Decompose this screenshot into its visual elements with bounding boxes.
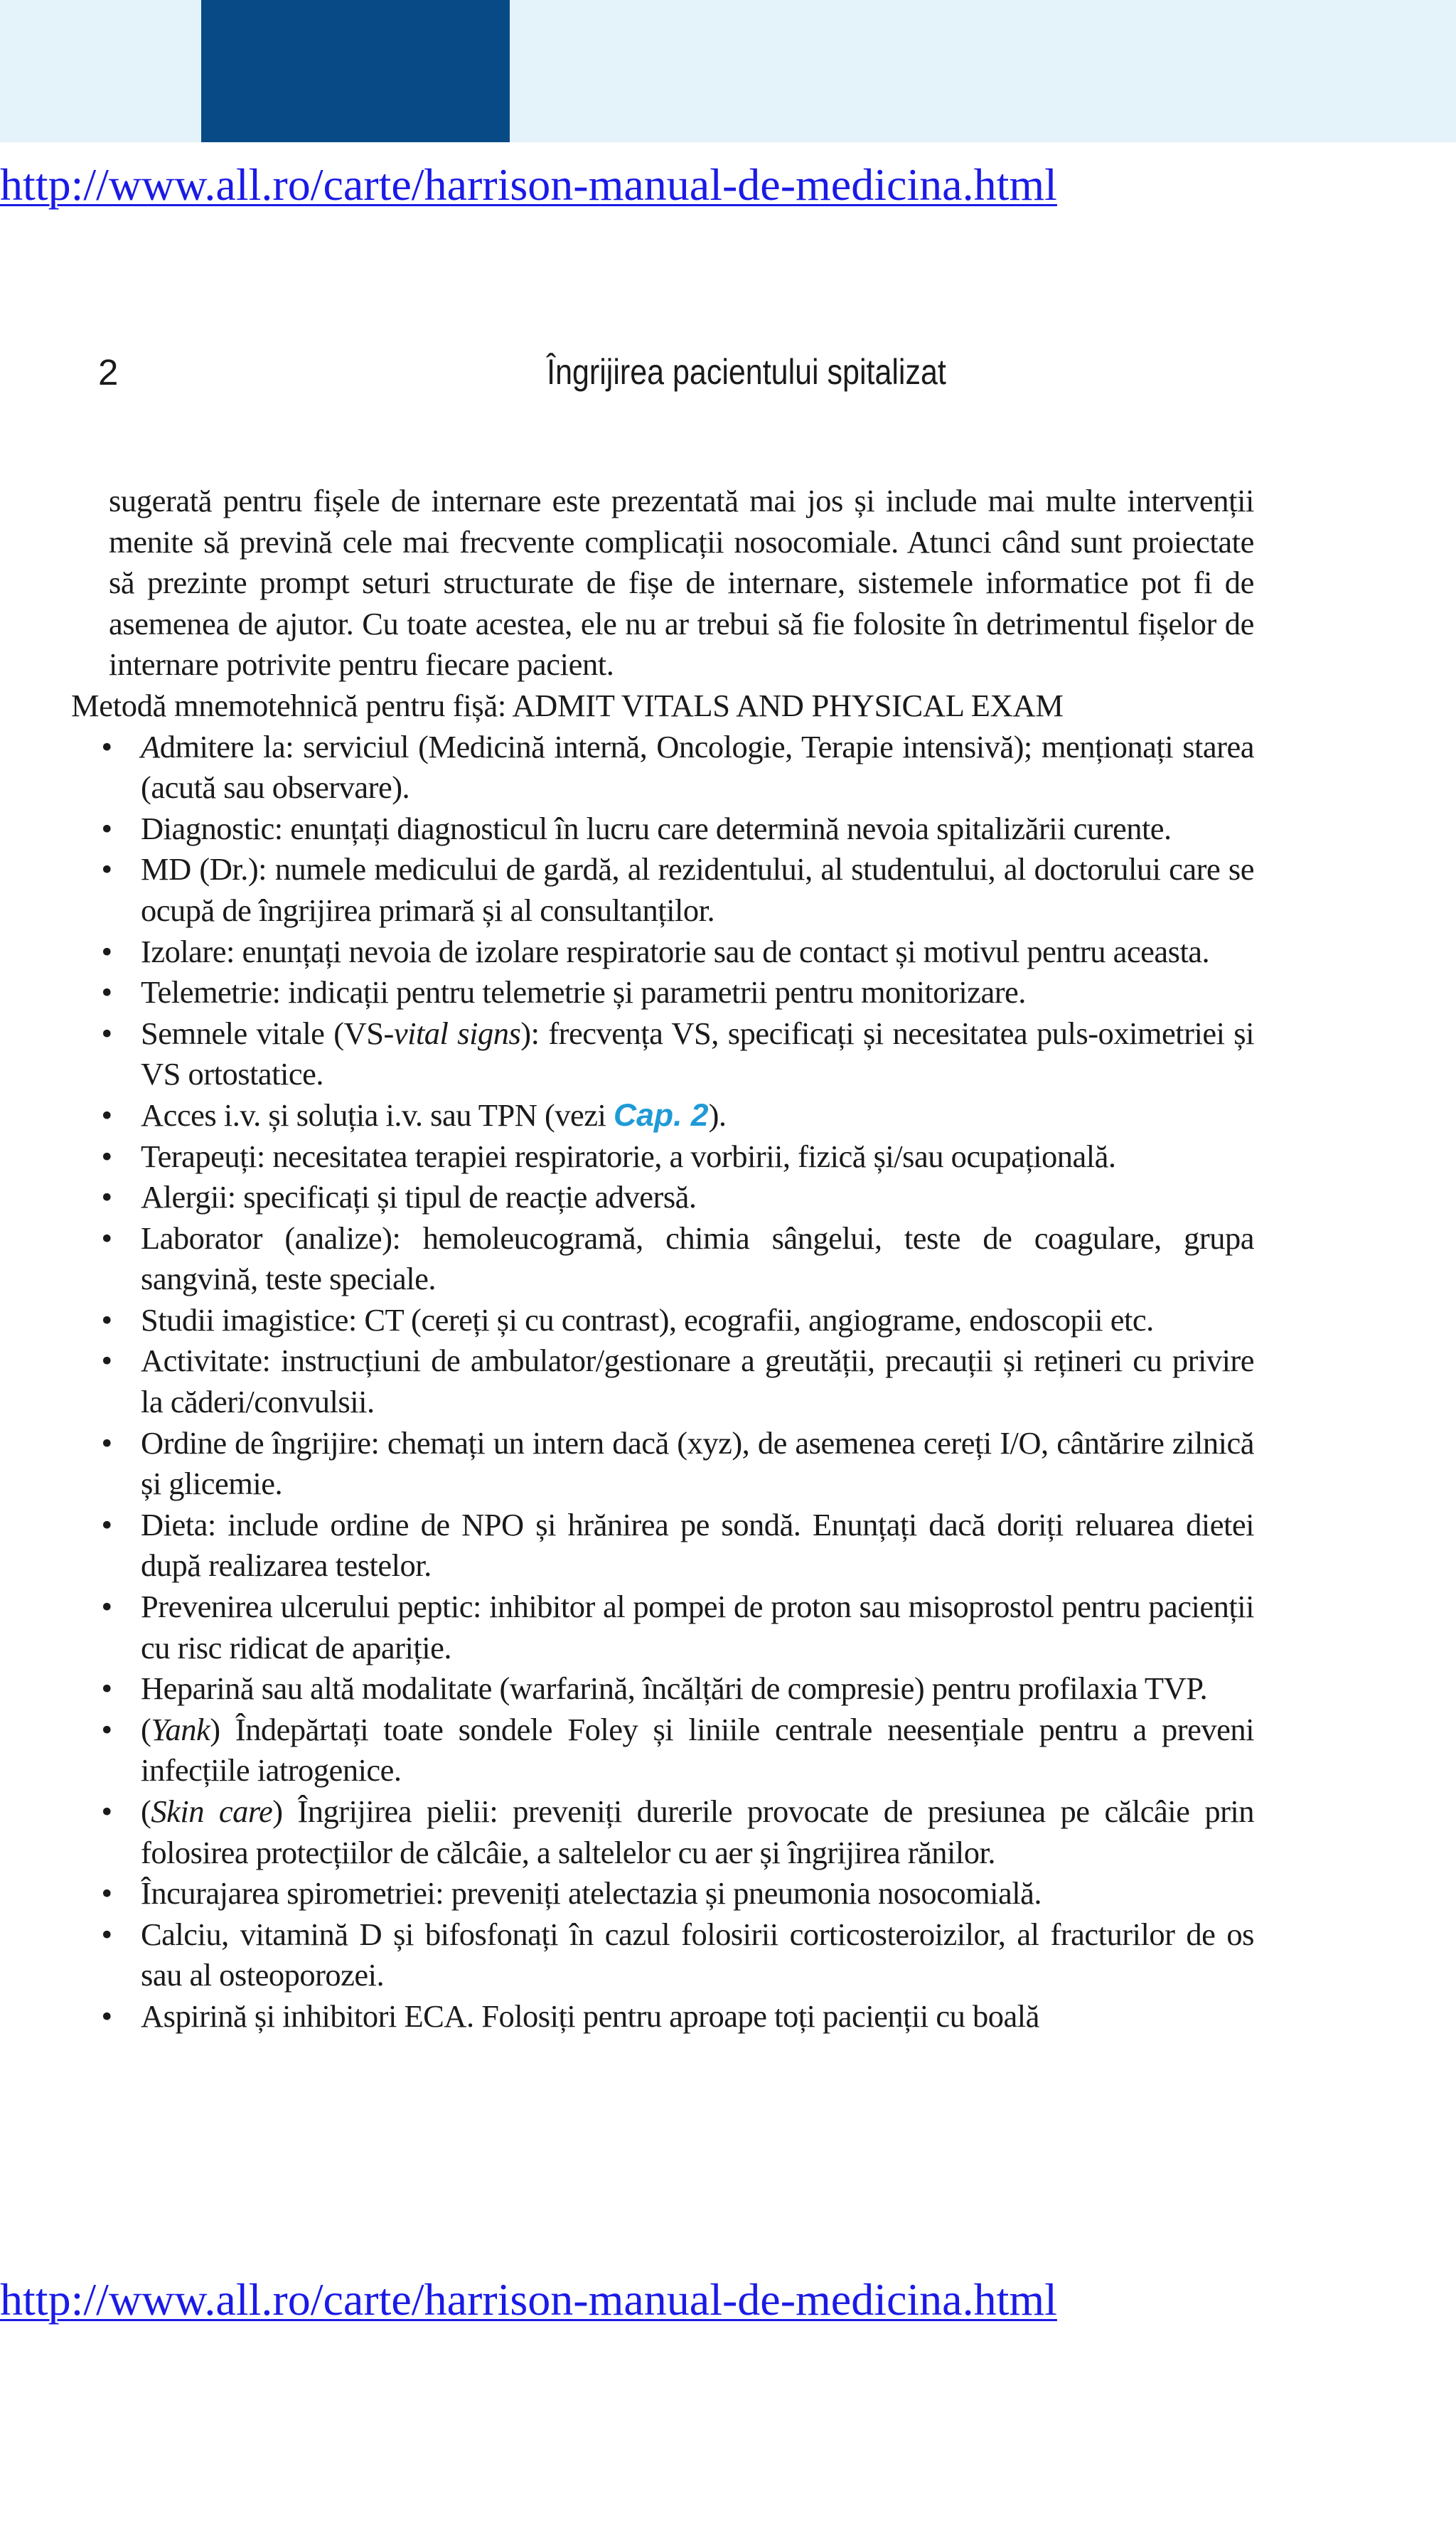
bullet-icon: • (101, 1998, 112, 2034)
item-text: MD (Dr.): numele medicului de gardă, al rezidentului, al studentului, al doctorului care se ocupă de îngrijirea primară și al consultanților. (141, 851, 1254, 928)
page-number: 2 (98, 352, 119, 393)
checklist-item (71, 1136, 1254, 1178)
item-text: Calciu, vitamină D și bifosfonați în cazul folosirii corticosteroizilor, al fracturilor de os sau al osteoporozei. (141, 1916, 1254, 1993)
bullet-icon: • (101, 1138, 112, 1174)
checklist-item (71, 972, 1254, 1013)
page-body (71, 481, 1254, 2037)
item-text: Semnele vitale (VS- (141, 1015, 394, 1051)
bullet-icon: • (101, 1097, 112, 1133)
admission-order-checklist (71, 727, 1254, 2037)
chapter-reference-link[interactable]: Cap. 2 (614, 1097, 709, 1133)
mnemonic-heading: Metodă mnemotehnică pentru fișă: ADMIT VITALS AND PHYSICAL EXAM (71, 687, 1064, 723)
item-text: ): frecvența VS, specificați și necesitatea puls-oximetriei și VS ortostatice. (141, 1015, 1254, 1092)
item-text: Terapeuți: necesitatea terapiei respiratorie, a vorbirii, fizică și/sau ocupațională. (141, 1138, 1116, 1174)
item-text: Prevenirea ulcerului peptic: inhibitor al pompei de proton sau misoprostol pentru pacienții cu risc ridicat de apariție. (141, 1589, 1254, 1665)
checklist-item (71, 1587, 1254, 1668)
intro-paragraph: sugerată pentru fișele de internare este prezentată mai jos și include mai multe intervenții menite să prevină cele mai frecvente complicații nosocomiale. Atunci când sunt proiectate să prezinte prompt seturi structurate de fișe de internare, sistemele informatice pot fi de asemenea de ajutor. Cu toate acestea, ele nu ar trebui să fie folosite în detrimentul fișelor de internare potrivite pentru fiecare pacient. (109, 483, 1254, 683)
source-url-link-top[interactable]: http://www.all.ro/carte/harrison-manual-de-medicina.html (0, 159, 1057, 210)
item-lead-letter: A (141, 728, 160, 764)
running-title: Îngrijirea pacientului spitalizat (547, 352, 946, 392)
checklist-item (71, 1668, 1254, 1710)
item-text: Alergii: specificați și tipul de reacție adversă. (141, 1179, 697, 1215)
item-text: ) Îngrijirea pielii: preveniți durerile provocate de presiunea pe călcâie prin folosirea protecțiilor de călcâie, a saltelelor cu aer și îngrijirea rănilor. (141, 1793, 1254, 1870)
bullet-icon: • (101, 933, 112, 969)
checklist-item (71, 1996, 1254, 2037)
checklist-item (71, 1423, 1254, 1505)
bullet-icon: • (101, 728, 112, 764)
item-text: Diagnostic: enunțați diagnosticul în lucru care determină nevoia spitalizării curente. (141, 810, 1172, 846)
item-text: Încurajarea spirometriei: preveniți atelectazia și pneumonia nosocomială. (141, 1875, 1042, 1912)
bullet-icon: • (101, 1916, 112, 1952)
item-text: ( (141, 1711, 151, 1747)
item-text: Telemetrie: indicații pentru telemetrie și parametrii pentru monitorizare. (141, 974, 1026, 1011)
bullet-icon: • (101, 1875, 112, 1912)
bullet-icon: • (101, 1179, 112, 1215)
checklist-item (71, 1914, 1254, 1996)
checklist-item (71, 1218, 1254, 1300)
bullet-icon: • (101, 1506, 112, 1542)
item-italic-term: vital signs (393, 1015, 521, 1051)
bullet-icon: • (101, 974, 112, 1011)
checklist-item (71, 1013, 1254, 1095)
bullet-icon: • (101, 1343, 112, 1379)
item-italic-term: Skin care (151, 1793, 273, 1829)
checklist-item (71, 849, 1254, 931)
bullet-icon: • (101, 1711, 112, 1747)
item-text: Ordine de îngrijire: chemați un intern dacă (xyz), de asemenea cereți I/O, cântărire zilnică și glicemie. (141, 1424, 1254, 1502)
checklist-item (71, 1791, 1254, 1873)
checklist-item (71, 1095, 1254, 1136)
bullet-icon: • (101, 1220, 112, 1256)
item-text: Acces i.v. și soluția i.v. sau TPN (vezi (141, 1097, 614, 1133)
bullet-icon: • (101, 1793, 112, 1829)
item-text: ( (141, 1793, 151, 1829)
item-text: Activitate: instrucțiuni de ambulator/gestionare a greutății, precauții și rețineri cu privire la căderi/convulsii. (141, 1343, 1254, 1420)
item-text: Studii imagistice: CT (cereți și cu contrast), ecografii, angiograme, endoscopii etc. (141, 1301, 1154, 1338)
checklist-item (71, 1340, 1254, 1422)
item-text: Dieta: include ordine de NPO și hrănirea pe sondă. Enunțați dacă doriți reluarea dietei după realizarea testelor. (141, 1506, 1254, 1584)
checklist-item (71, 1300, 1254, 1341)
source-url-link-bottom[interactable]: http://www.all.ro/carte/harrison-manual-de-medicina.html (0, 2274, 1057, 2325)
bullet-icon: • (101, 810, 112, 846)
bullet-icon: • (101, 1589, 112, 1625)
item-text: ) Îndepărtați toate sondele Foley și liniile centrale neesențiale pentru a preveni infecțiile iatrogenice. (141, 1711, 1254, 1789)
header-color-block (201, 0, 510, 142)
checklist-item (71, 1177, 1254, 1218)
item-text: ). (708, 1097, 727, 1133)
item-italic-term: Yank (151, 1711, 210, 1747)
item-text: Aspirină și inhibitori ECA. Folosiți pentru aproape toți pacienții cu boală (141, 1998, 1039, 2034)
bullet-icon: • (101, 1301, 112, 1338)
item-text: Laborator (analize): hemoleucogramă, chimia sângelui, teste de coagulare, grupa sangvină, teste speciale. (141, 1220, 1254, 1297)
item-text: Izolare: enunțați nevoia de izolare respiratorie sau de contact și motivul pentru aceasta. (141, 933, 1210, 969)
item-text: dmitere la: serviciul (Medicină internă, Oncologie, Terapie intensivă); menționați starea (acută sau observare). (141, 728, 1254, 806)
bullet-icon: • (101, 1670, 112, 1707)
checklist-item (71, 727, 1254, 809)
checklist-item (71, 809, 1254, 850)
bullet-icon: • (101, 1424, 112, 1461)
bullet-icon: • (101, 851, 112, 887)
checklist-item (71, 1710, 1254, 1791)
checklist-item (71, 1505, 1254, 1587)
checklist-item (71, 932, 1254, 973)
bullet-icon: • (101, 1015, 112, 1051)
item-text: Heparină sau altă modalitate (warfarină, încălțări de compresie) pentru profilaxia TVP. (141, 1670, 1208, 1707)
checklist-item (71, 1873, 1254, 1914)
